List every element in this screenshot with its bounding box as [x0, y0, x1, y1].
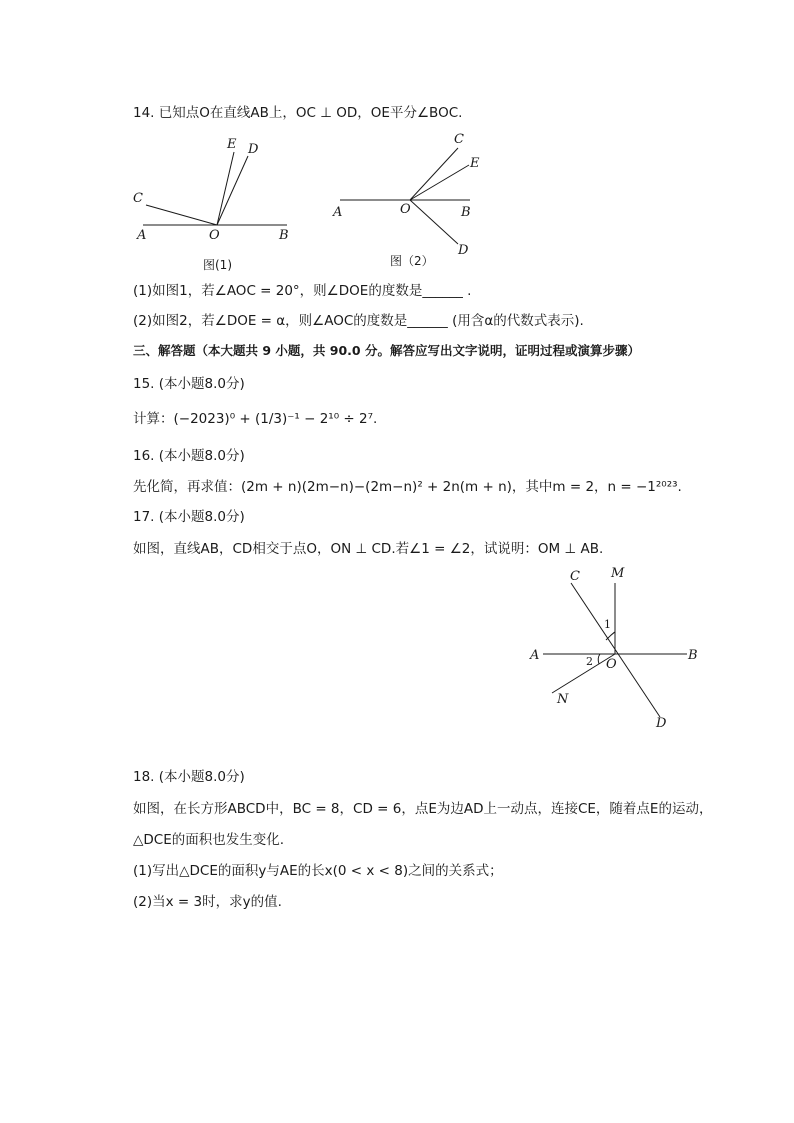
fig2-label-e: E — [470, 156, 480, 171]
fig2-label-c: C — [454, 132, 464, 147]
q16-head: 16. (本小题8.0分) — [133, 448, 245, 464]
fig2-label-d: D — [458, 243, 469, 258]
q17-label-n: N — [557, 692, 569, 707]
q17-label-a: A — [530, 648, 540, 663]
q17-label-c: C — [570, 569, 580, 584]
q16-body: 先化简，再求值：(2m + n)(2m−n)−(2m−n)² + 2n(m + n)，其中m = 2，n = −1²⁰²³. — [133, 479, 682, 495]
fig1-label-b: B — [279, 228, 289, 243]
fig1-caption: 图(1) — [203, 258, 232, 272]
q17-label-m: M — [611, 566, 625, 581]
fig2-label-a: A — [333, 205, 343, 220]
q17-body: 如图，直线AB，CD相交于点O，ON ⊥ CD.若∠1 = ∠2，试说明：OM ⊥ AB. — [133, 541, 604, 557]
q18-sub1: (1)写出△DCE的面积y与AE的长x(0 < x < 8)之间的关系式； — [133, 863, 503, 879]
q18-head: 18. (本小题8.0分) — [133, 769, 245, 785]
fig1-label-e: E — [227, 137, 237, 152]
fig1-label-d: D — [248, 142, 259, 157]
q17-head: 17. (本小题8.0分) — [133, 509, 245, 525]
fig1-label-o: O — [209, 228, 220, 243]
section-3-heading: 三、解答题（本大题共 9 小题，共 90.0 分。解答应写出文字说明，证明过程或演算步骤） — [133, 343, 640, 358]
q18-body-2: △DCE的面积也发生变化. — [133, 832, 285, 848]
q15-head: 15. (本小题8.0分) — [133, 376, 245, 392]
q14-sub1: (1)如图1，若∠AOC = 20°，则∠DOE的度数是______ . — [133, 283, 472, 299]
fig2-label-b: B — [461, 205, 471, 220]
q18-sub2: (2)当x = 3时，求y的值. — [133, 894, 282, 910]
q14-sub2: (2)如图2，若∠DOE = α，则∠AOC的度数是______ (用含α的代数式表示). — [133, 313, 584, 329]
q17-angle-2: 2 — [586, 655, 593, 668]
q17-label-b: B — [688, 648, 698, 663]
q15-body: 计算：(−2023)⁰ + (1/3)⁻¹ − 2¹⁰ ÷ 2⁷. — [133, 411, 378, 427]
fig1-label-a: A — [137, 228, 147, 243]
q18-body-1: 如图，在长方形ABCD中，BC = 8，CD = 6，点E为边AD上一动点，连接CE，随着点E的运动， — [133, 801, 713, 817]
q17-angle-1: 1 — [604, 618, 611, 631]
q17-label-o: O — [606, 657, 617, 672]
fig2-label-o: O — [400, 202, 411, 217]
q17-label-d: D — [656, 716, 667, 731]
fig1-label-c: C — [133, 191, 143, 206]
q14-text: 14. 已知点O在直线AB上，OC ⊥ OD，OE平分∠BOC. — [133, 105, 463, 121]
fig2-caption: 图（2） — [390, 254, 434, 268]
